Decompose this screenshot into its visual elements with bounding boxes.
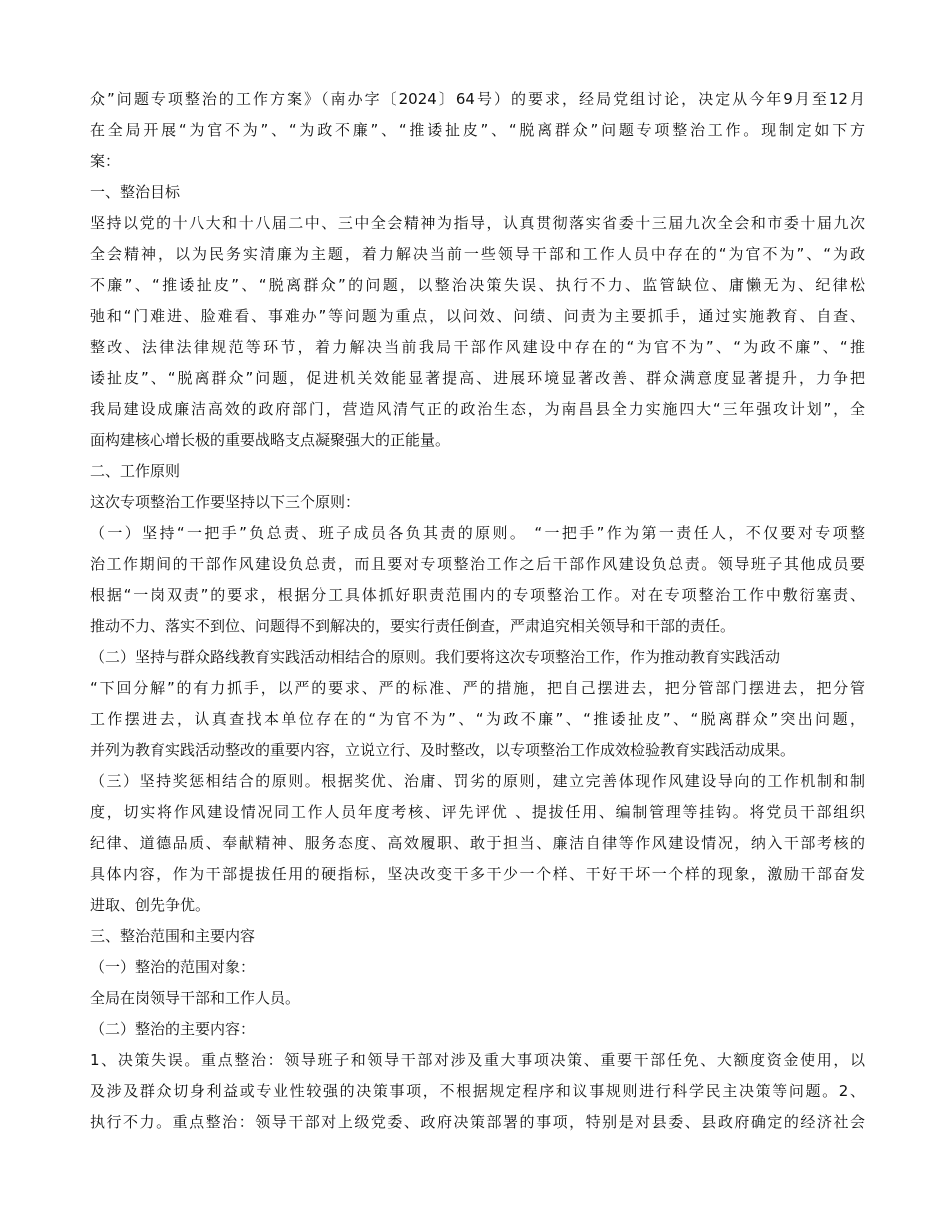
paragraph-line: 全会精神，以为民务实清廉为主题，着力解决当前一些领导干部和工作人员中存在的“为官不为”、“为政	[90, 245, 865, 263]
paragraph-line: 工作摆进去，认真查找本单位存在的“为官不为”、“为政不廉”、“推诿扯皮”、“脱离群众”突出问题，	[90, 710, 865, 728]
subsection-heading: （一）整治的范围对象：	[90, 958, 256, 976]
paragraph-line: 1、决策失误。重点整治：领导班子和领导干部对涉及重大事项决策、重要干部任免、大额度资金使用，以	[90, 1051, 865, 1069]
paragraph-line: 根据“一岗双责”的要求，根据分工具体抓好职责范围内的专项整治工作。对在专项整治工作中敷衍塞责、	[90, 586, 865, 604]
paragraph-line: 治工作期间的干部作风建设负总责，而且要对专项整治工作之后干部作风建设负总责。领导班子其他成员要	[90, 555, 865, 573]
paragraph-line: （一）坚持“一把手”负总责、班子成员各负其责的原则。 “一把手”作为第一责任人，不仅要对专项整	[90, 524, 865, 542]
paragraph-line: 案：	[90, 152, 121, 170]
document-body	[90, 84, 865, 1138]
paragraph-line: 全局在岗领导干部和工作人员。	[90, 989, 301, 1007]
paragraph-line: 弛和“门难进、脸难看、事难办”等问题为重点，以问效、问绩、问责为主要抓手，通过实施教育、自查、	[90, 307, 865, 325]
paragraph-line: “下回分解”的有力抓手，以严的要求、严的标准、严的措施，把自己摆进去，把分管部门摆进去，把分管	[90, 679, 865, 697]
paragraph-line: 及涉及群众切身利益或专业性较强的决策事项，不根据规定程序和议事规则进行科学民主决策等问题。2、	[90, 1082, 865, 1100]
section-heading: 二、工作原则	[90, 462, 181, 480]
paragraph-line: 推动不力、落实不到位、问题得不到解决的，要实行责任倒查，严肃追究相关领导和干部的责任。	[90, 617, 736, 635]
paragraph-line: 纪律、道德品质、奉献精神、服务态度、高效履职、敢于担当、廉洁自律等作风建设情况，纳入干部考核的	[90, 834, 865, 852]
subsection-heading: （二）整治的主要内容：	[90, 1020, 256, 1038]
section-heading: 三、整治范围和主要内容	[90, 927, 256, 945]
paragraph-line: 我局建设成廉洁高效的政府部门，营造风清气正的政治生态，为南昌县全力实施四大“三年强攻计划”，全	[90, 400, 865, 418]
section-heading: 一、整治目标	[90, 183, 181, 201]
paragraph-line: 度，切实将作风建设情况同工作人员年度考核、评先评优 、提拔任用、编制管理等挂钩。将党员干部组织	[90, 803, 865, 821]
paragraph-line: 并列为教育实践活动整改的重要内容，立说立行、及时整改，以专项整治工作成效检验教育实践活动成果。	[90, 741, 796, 759]
paragraph-line: 诿扯皮”、“脱离群众”问题，促进机关效能显著提高、进展环境显著改善、群众满意度显著提升，力争把	[90, 369, 865, 387]
paragraph-line: （三）坚持奖惩相结合的原则。根据奖优、治庸、罚劣的原则，建立完善体现作风建设导向的工作机制和制	[90, 772, 865, 790]
paragraph-line: 具体内容，作为干部提拔任用的硬指标，坚决改变干多干少一个样、干好干坏一个样的现象，激励干部奋发	[90, 865, 865, 883]
paragraph-line: 面构建核心增长极的重要战略支点凝聚强大的正能量。	[90, 431, 451, 449]
paragraph-line: 进取、创先争优。	[90, 896, 211, 914]
paragraph-line: 不廉”、“推诿扯皮”、“脱离群众”的问题，以整治决策失误、执行不力、监管缺位、庸懒无为、纪律松	[90, 276, 865, 294]
paragraph-line: （二）坚持与群众路线教育实践活动相结合的原则。我们要将这次专项整治工作，作为推动教育实践活动	[90, 648, 781, 666]
paragraph-line: 众”问题专项整治的工作方案》（南办字〔2024〕64号）的要求，经局党组讨论，决定从今年9月至12月	[90, 90, 865, 108]
paragraph-line: 在全局开展“为官不为”、“为政不廉”、“推诿扯皮”、“脱离群众”问题专项整治工作。现制定如下方	[90, 121, 865, 139]
paragraph-line: 执行不力。重点整治：领导干部对上级党委、政府决策部署的事项，特别是对县委、县政府确定的经济社会	[90, 1113, 865, 1131]
paragraph-line: 坚持以党的十八大和十八届二中、三中全会精神为指导，认真贯彻落实省委十三届九次全会和市委十届九次	[90, 214, 865, 232]
paragraph-line: 整改、法律法律规范等环节，着力解决当前我局干部作风建设中存在的“为官不为”、“为政不廉”、“推	[90, 338, 865, 356]
paragraph-line: 这次专项整治工作要坚持以下三个原则：	[90, 493, 361, 511]
